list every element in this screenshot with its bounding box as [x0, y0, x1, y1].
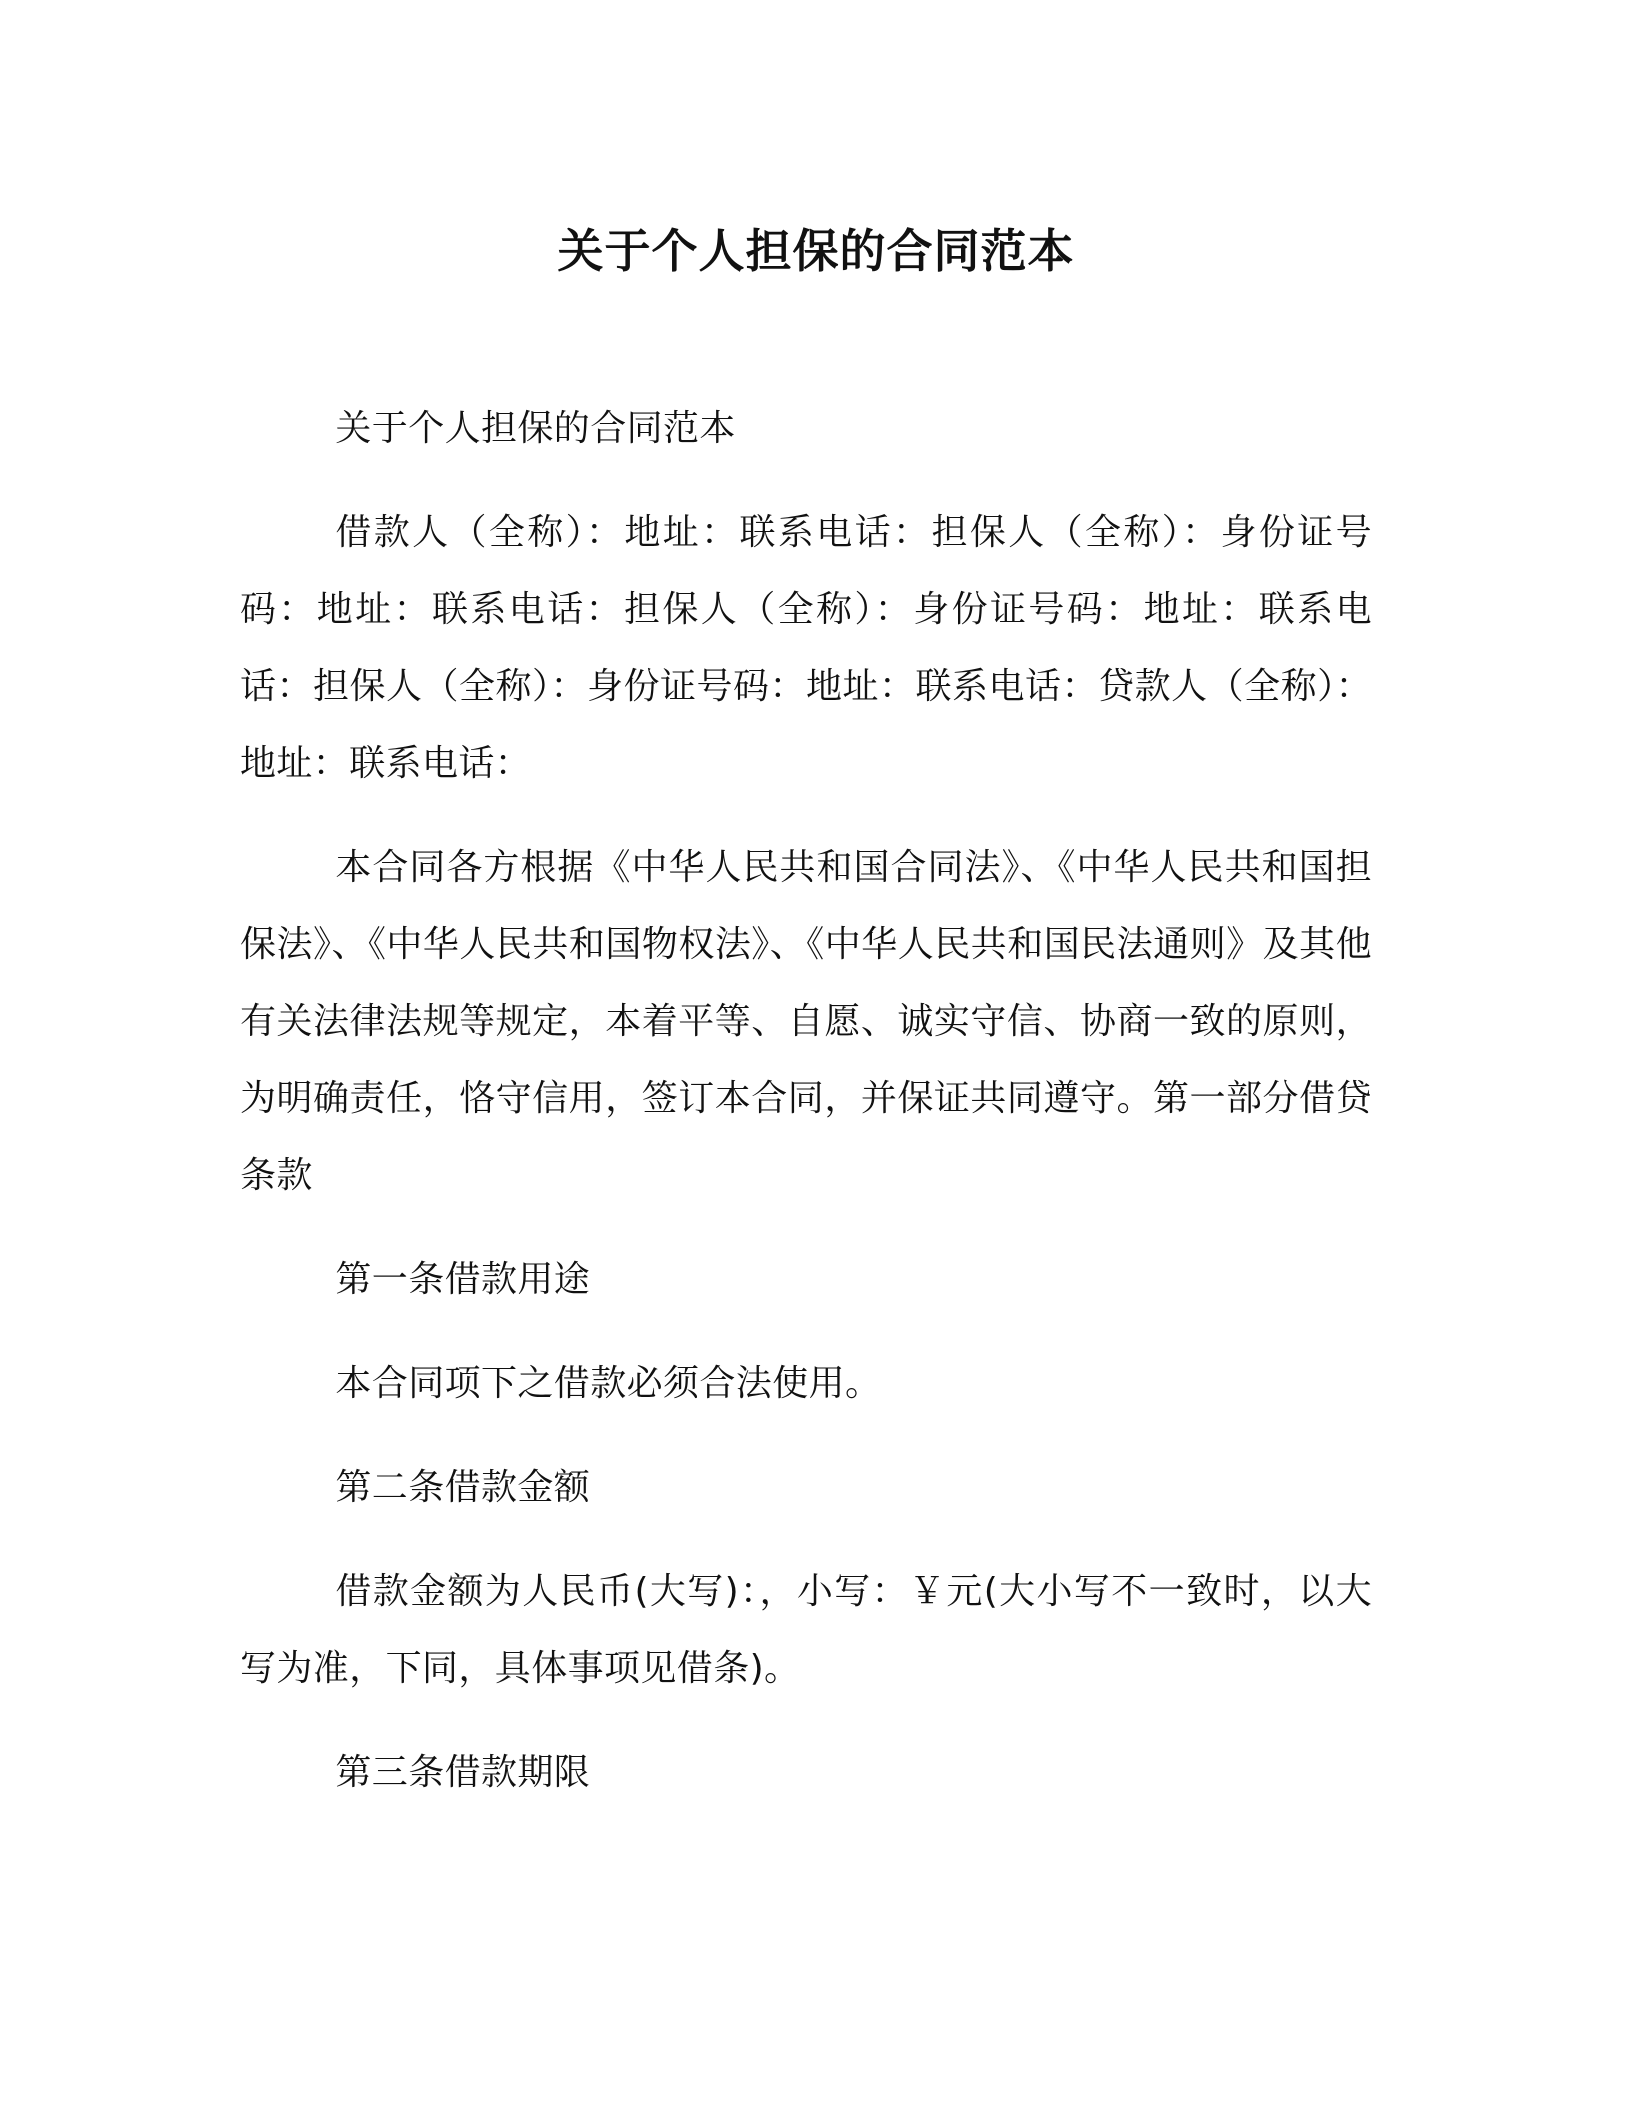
document-body: [240, 390, 1372, 1838]
subtitle-paragraph: 关于个人担保的合同范本: [335, 408, 736, 449]
article-3-heading: 第三条借款期限: [335, 1752, 591, 1793]
article-1-text: 本合同项下之借款必须合法使用。: [335, 1363, 882, 1404]
preamble-paragraph: 本合同各方根据《中华人民共和国合同法》、《中华人民共和国担保法》、《中华人民共和国物权法》、《中华人民共和国民法通则》及其他有关法律法规等规定，本着平等、自愿、诚实守信、协商一致的原则，为明确责任，恪守信用，签订本合同，并保证共同遵守。第一部分借贷条款: [240, 847, 1372, 1196]
parties-paragraph: 借款人（全称）：地址：联系电话：担保人（全称）：身份证号码：地址：联系电话：担保人（全称）：身份证号码：地址：联系电话：担保人（全称）：身份证号码：地址：联系电话：贷款人（全称）：地址：联系电话：: [240, 512, 1372, 784]
article-2-heading: 第二条借款金额: [335, 1467, 591, 1508]
document-title: 关于个人担保的合同范本: [557, 224, 1075, 278]
article-2-text: 借款金额为人民币(大写)：，小写：￥元(大小写不一致时，以大写为准，下同，具体事项见借条)。: [240, 1571, 1372, 1689]
article-1-heading: 第一条借款用途: [335, 1259, 591, 1300]
